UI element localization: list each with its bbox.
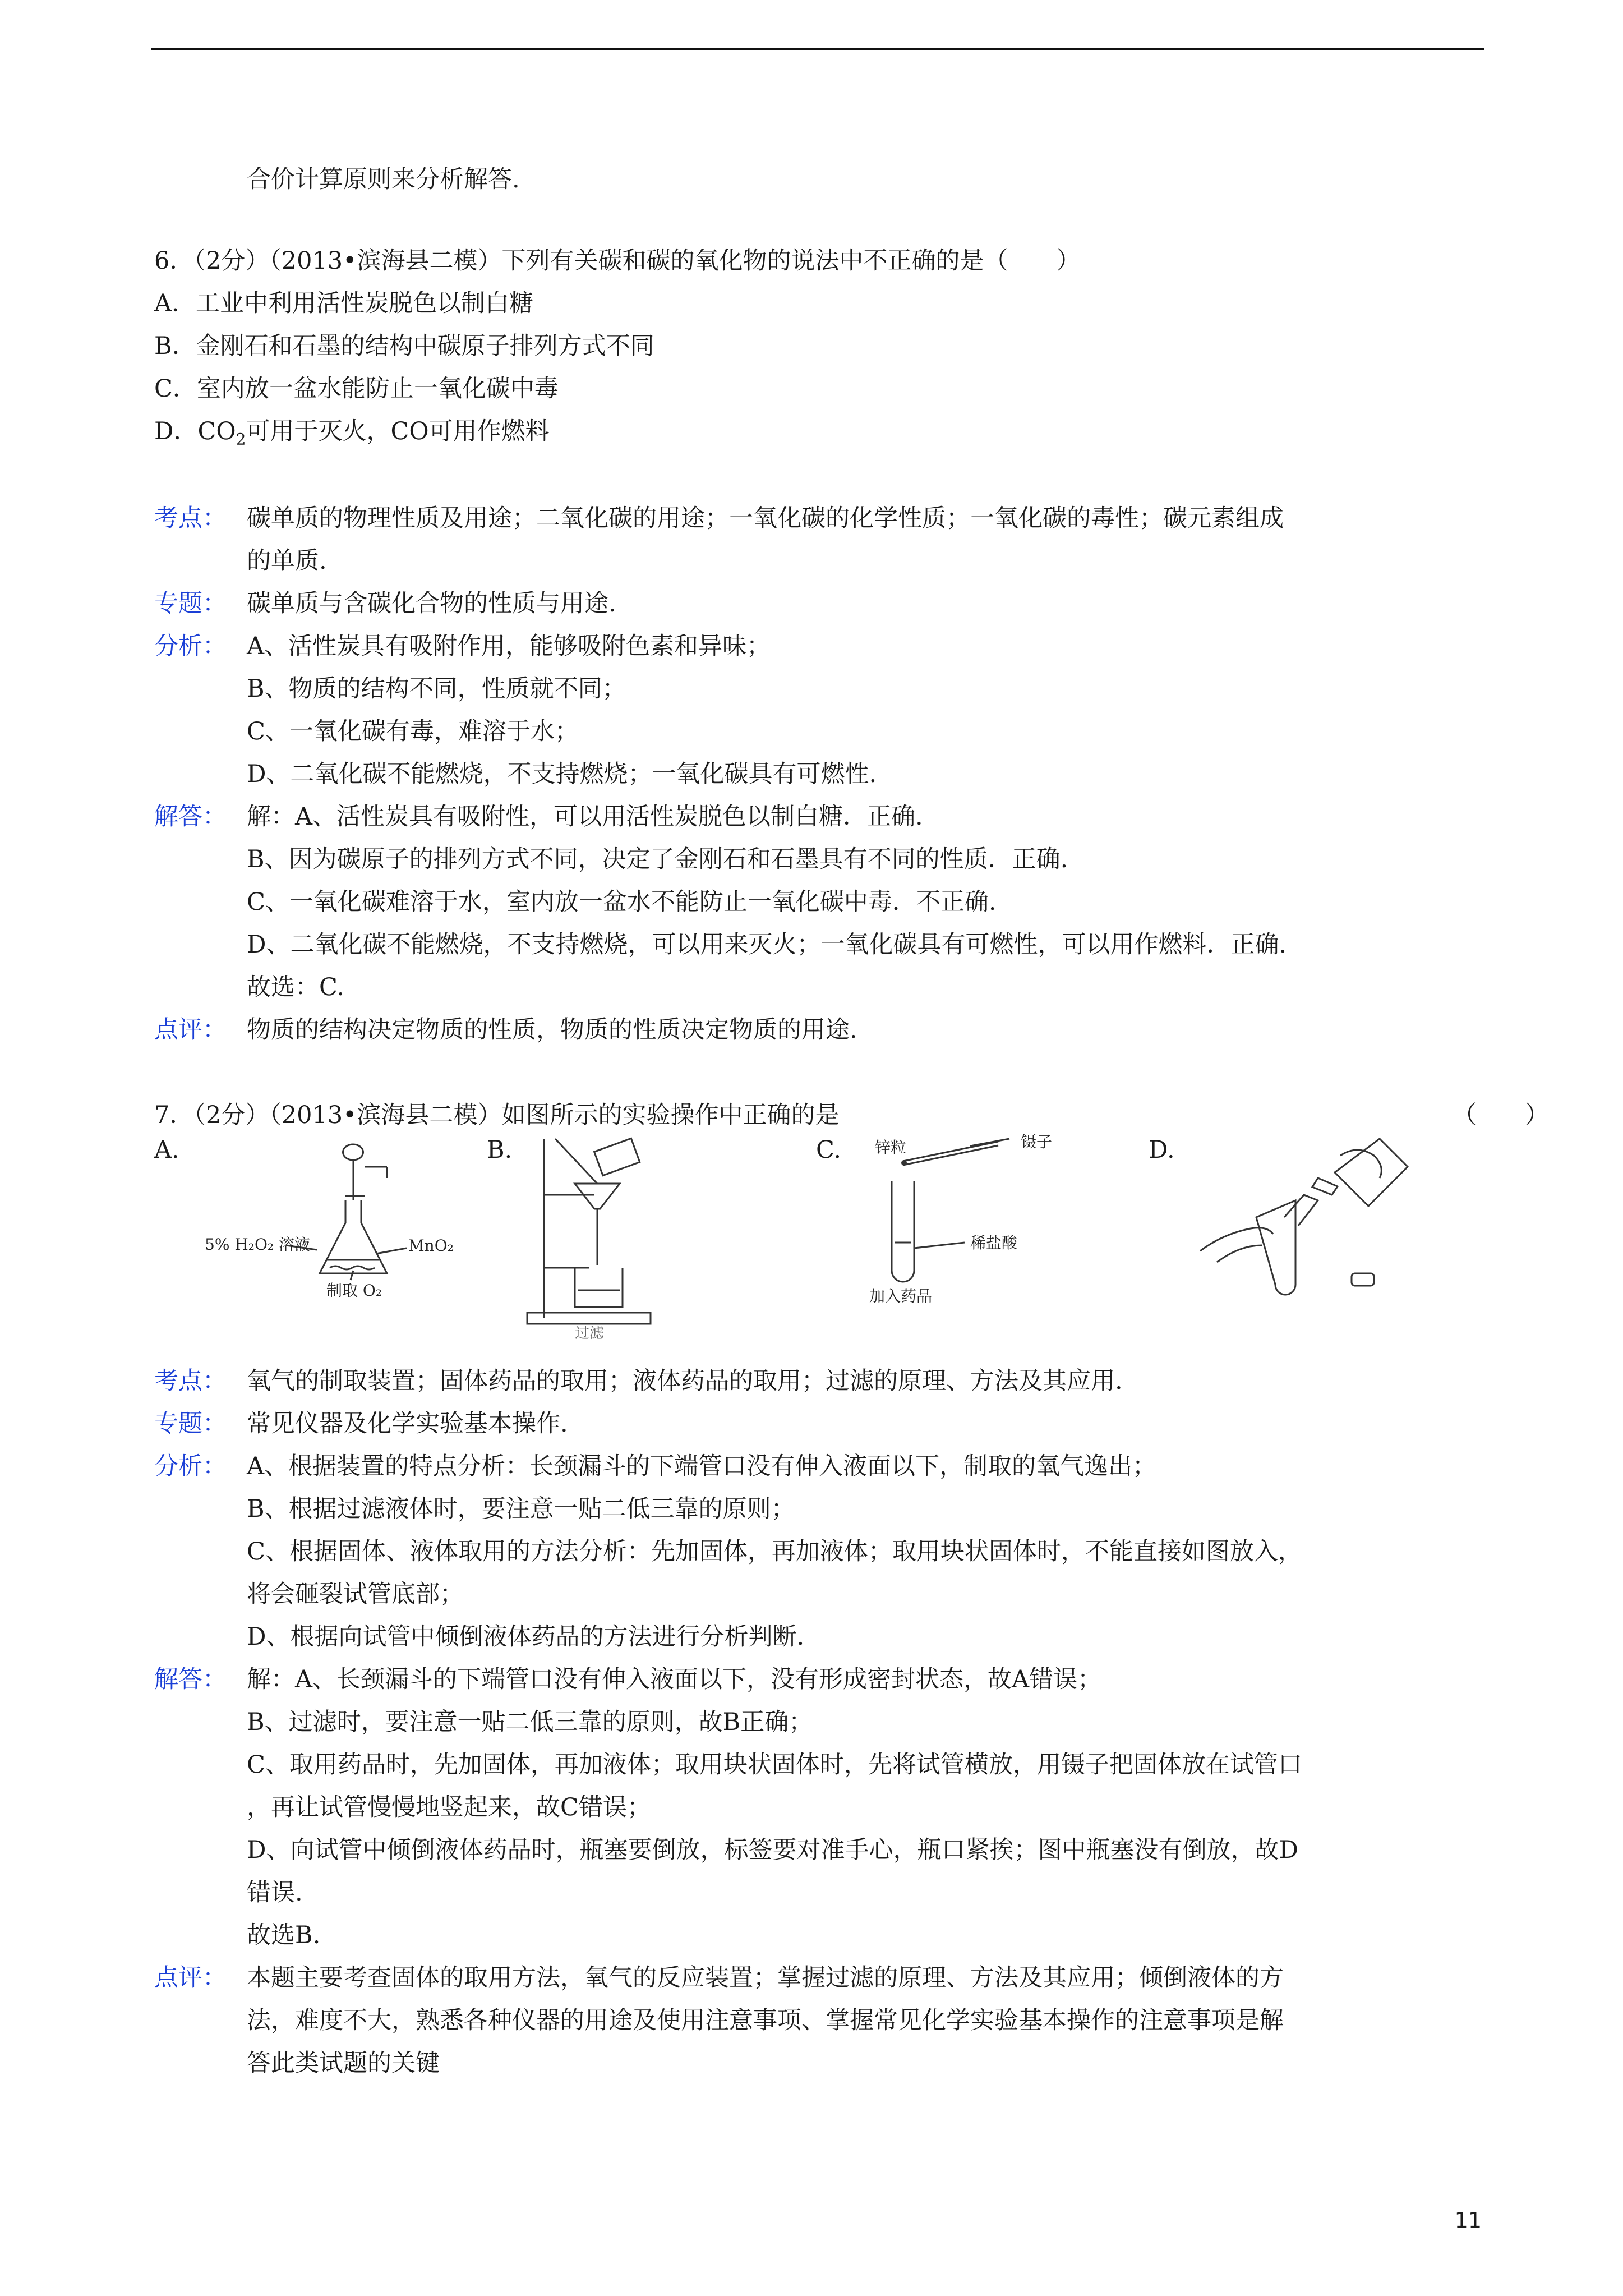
header-rule (151, 48, 1484, 50)
q6-jieda-label: 解答： (154, 803, 227, 831)
q7-fenxi-line: B、根据过滤液体时，要注意一贴二低三靠的原则； (247, 1495, 795, 1523)
fig-c-acid-label: 稀盐酸 (970, 1234, 1018, 1252)
q7-dianping-line: 法，难度不大，熟悉各种仪器的用途及使用注意事项、掌握常见化学实验基本操作的注意事项是解 (247, 2007, 1284, 2035)
q7-fenxi-line: D、根据向试管中倾倒液体药品的方法进行分析判断. (247, 1623, 805, 1651)
q7-zhuanti-label: 专题： (154, 1410, 227, 1438)
figure-a-oxygen-apparatus (196, 1133, 465, 1301)
fig-c-caption: 加入药品 (869, 1287, 933, 1305)
q6-dianping-label: 点评： (154, 1016, 227, 1044)
q7-fenxi-line: 将会砸裂试管底部； (247, 1580, 464, 1608)
q6-kaodian-label: 考点： (154, 504, 227, 532)
q7-kaodian-text: 氧气的制取装置；固体药品的取用；液体药品的取用；过滤的原理、方法及其应用. (247, 1367, 1123, 1395)
fig-a-right-label: MnO₂ (408, 1236, 454, 1255)
q7-jieda-line: 故选B. (247, 1921, 321, 1949)
q7-jieda-line: B、过滤时，要注意一贴二低三靠的原则，故B正确； (247, 1708, 813, 1736)
q7-fenxi-line: C、根据固体、液体取用的方法分析：先加固体，再加液体；取用块状固体时，不能直接如图放入， (247, 1538, 1302, 1566)
q7-fig-b-letter: B. (487, 1136, 513, 1164)
q6-fenxi-line: A、活性炭具有吸附作用，能够吸附色素和异味； (247, 632, 771, 660)
q6-fenxi-line: C、一氧化碳有毒，难溶于水； (247, 717, 579, 746)
q6-jieda-line: C、一氧化碳难溶于水，室内放一盆水不能防止一氧化碳中毒．不正确. (247, 888, 997, 916)
q7-stem: 7．（2分）（2013•滨海县二模）如图所示的实验操作中正确的是 (154, 1101, 840, 1129)
q7-fig-a-letter: A. (154, 1136, 179, 1164)
q7-fig-c-letter: C. (816, 1136, 842, 1164)
q6-option-d: D．$CO_2$可用于灭火，CO可用作燃料 (154, 417, 550, 449)
fig-a-left-label: 5% H₂O₂ 溶液 (205, 1235, 311, 1254)
q7-jieda-line: D、向试管中倾倒液体药品时，瓶塞要倒放，标签要对准手心，瓶口紧挨；图中瓶塞没有倒放，故D (247, 1836, 1298, 1864)
q7-jieda-line: ，再让试管慢慢地竖起来，故C错误； (247, 1793, 651, 1821)
q7-zhuanti-text: 常见仪器及化学实验基本操作. (247, 1410, 568, 1438)
q7-answer-paren: （ ） (1453, 1101, 1549, 1129)
continuation-text: 合价计算原则来分析解答. (247, 165, 520, 194)
q6-kaodian-line: 碳单质的物理性质及用途；二氧化碳的用途；一氧化碳的化学性质；一氧化碳的毒性；碳元素组成 (247, 504, 1284, 532)
q7-fenxi-line: A、根据装置的特点分析：长颈漏斗的下端管口没有伸入液面以下，制取的氧气逸出； (247, 1452, 1157, 1480)
figure-b-filtration (522, 1128, 656, 1341)
q7-fenxi-label: 分析： (154, 1452, 227, 1480)
q6-fenxi-line: B、物质的结构不同，性质就不同； (247, 675, 626, 703)
fig-c-tweezers-label: 镊子 (1021, 1133, 1053, 1151)
q6-zhuanti-label: 专题： (154, 590, 227, 618)
q6-stem: 6．（2分）（2013•滨海县二模）下列有关碳和碳的氧化物的说法中不正确的是（ ） (154, 247, 1081, 275)
q6-jieda-line: 解：A、活性炭具有吸附性，可以用活性炭脱色以制白糖．正确. (247, 803, 923, 831)
page-number: 11 (1454, 2208, 1482, 2233)
q7-dianping-line: 本题主要考查固体的取用方法，氧气的反应装置；掌握过滤的原理、方法及其应用；倾倒液体的方 (247, 1964, 1284, 1992)
q7-kaodian-label: 考点： (154, 1367, 227, 1395)
fig-c-granule-label: 锌粒 (875, 1138, 907, 1157)
q7-dianping-line: 答此类试题的关键 (247, 2049, 440, 2077)
q7-jieda-label: 解答： (154, 1665, 227, 1694)
q6-jieda-line: D、二氧化碳不能燃烧，不支持燃烧，可以用来灭火；一氧化碳具有可燃性，可以用作燃料．正确. (247, 931, 1287, 959)
q7-jieda-line: 解：A、长颈漏斗的下端管口没有伸入液面以下，没有形成密封状态，故A错误； (247, 1665, 1102, 1694)
fig-b-caption: 过滤 (575, 1325, 605, 1341)
q6-option-a: A．工业中利用活性炭脱色以制白糖 (154, 289, 534, 318)
q6-kaodian-line: 的单质. (247, 547, 327, 575)
q7-dianping-label: 点评： (154, 1964, 227, 1992)
q6-option-c: C．室内放一盆水能防止一氧化碳中毒 (154, 375, 559, 403)
q6-fenxi-label: 分析： (154, 632, 227, 660)
q6-fenxi-line: D、二氧化碳不能燃烧，不支持燃烧；一氧化碳具有可燃性. (247, 760, 877, 788)
fig-a-caption: 制取 O₂ (326, 1281, 382, 1300)
q6-jieda-line: 故选：C. (247, 973, 345, 1001)
q7-jieda-line: C、取用药品时，先加固体，再加液体；取用块状固体时，先将试管横放，用镊子把固体放在试管口 (247, 1751, 1302, 1779)
q7-jieda-line: 错误. (247, 1879, 303, 1907)
figure-d-pouring-liquid (1183, 1133, 1441, 1301)
figure-c-adding-reagent (858, 1130, 1094, 1310)
q6-option-b: B．金刚石和石墨的结构中碳原子排列方式不同 (154, 332, 654, 360)
q6-dianping-text: 物质的结构决定物质的性质，物质的性质决定物质的用途. (247, 1016, 857, 1044)
q6-zhuanti-text: 碳单质与含碳化合物的性质与用途. (247, 590, 616, 618)
q6-jieda-line: B、因为碳原子的排列方式不同，决定了金刚石和石墨具有不同的性质．正确. (247, 845, 1068, 873)
q7-fig-d-letter: D. (1149, 1136, 1175, 1164)
